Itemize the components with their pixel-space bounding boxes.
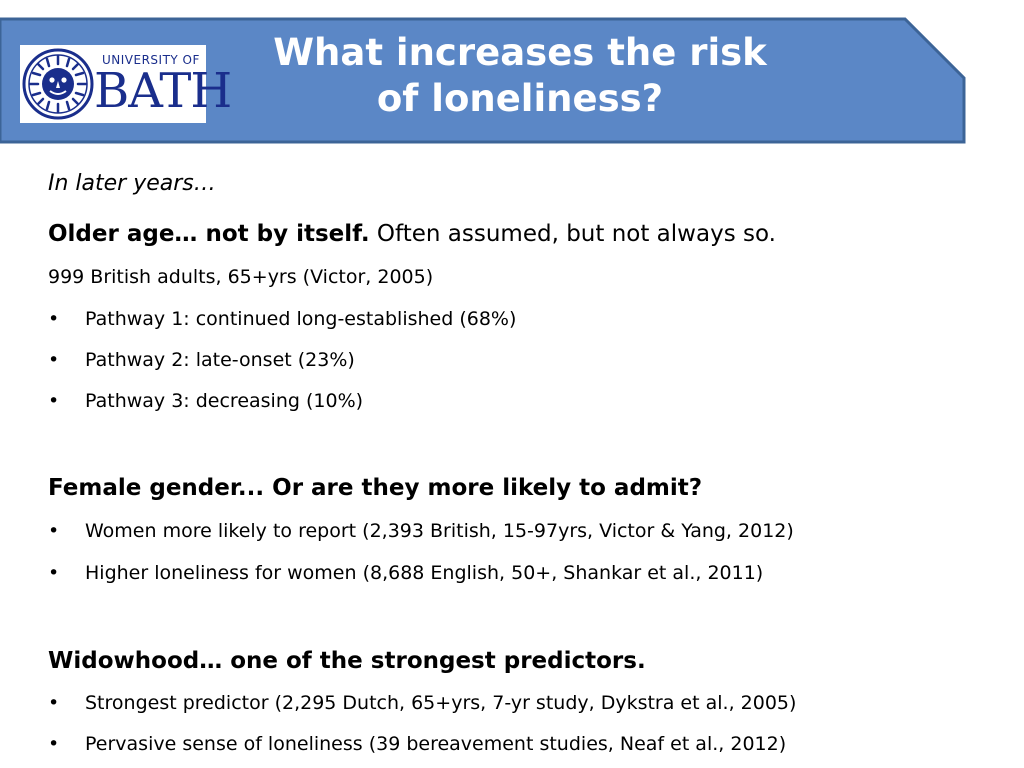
section-heading-normal-text: Often assumed, but not always so.: [369, 221, 776, 247]
logo-bath-text: BATH: [94, 63, 232, 119]
bullet-icon: •: [48, 520, 60, 542]
list-item-text: Pathway 2: late-onset (23%): [85, 349, 355, 371]
list-item-text: Women more likely to report (2,393 British, 15-97yrs, Victor & Yang, 2012): [85, 520, 794, 542]
section-heading-female-gender: Female gender... Or are they more likely to admit?: [48, 475, 703, 501]
section-heading-bold-text: Older age… not by itself.: [48, 221, 370, 247]
bullet-icon: •: [48, 562, 60, 584]
list-item-text: Pathway 3: decreasing (10%): [85, 390, 364, 412]
section-heading-widowhood: Widowhood… one of the strongest predictors.: [48, 648, 646, 674]
list-item-text: Pervasive sense of loneliness (39 bereavement studies, Neaf et al., 2012): [85, 733, 787, 755]
bullet-icon: •: [48, 349, 60, 371]
bullet-icon: •: [48, 390, 60, 412]
body-subtitle: In later years…: [48, 171, 216, 196]
bullet-icon: •: [48, 308, 60, 330]
list-item-text: Strongest predictor (2,295 Dutch, 65+yrs, 7-yr study, Dykstra et al., 2005): [85, 692, 797, 714]
bullet-icon: •: [48, 692, 60, 714]
bullet-icon: •: [48, 733, 60, 755]
list-item-text: Pathway 1: continued long-established (68%): [85, 308, 517, 330]
slide-title-line-2: of loneliness?: [376, 77, 664, 120]
list-item-text: Higher loneliness for women (8,688 English, 50+, Shankar et al., 2011): [85, 562, 764, 584]
section-heading-older-age: [48, 221, 776, 247]
slide-title-line-1: What increases the risk: [273, 31, 767, 74]
logo-university-of-text: UNIVERSITY OF: [102, 53, 200, 67]
study-note: 999 British adults, 65+yrs (Victor, 2005): [48, 266, 434, 288]
